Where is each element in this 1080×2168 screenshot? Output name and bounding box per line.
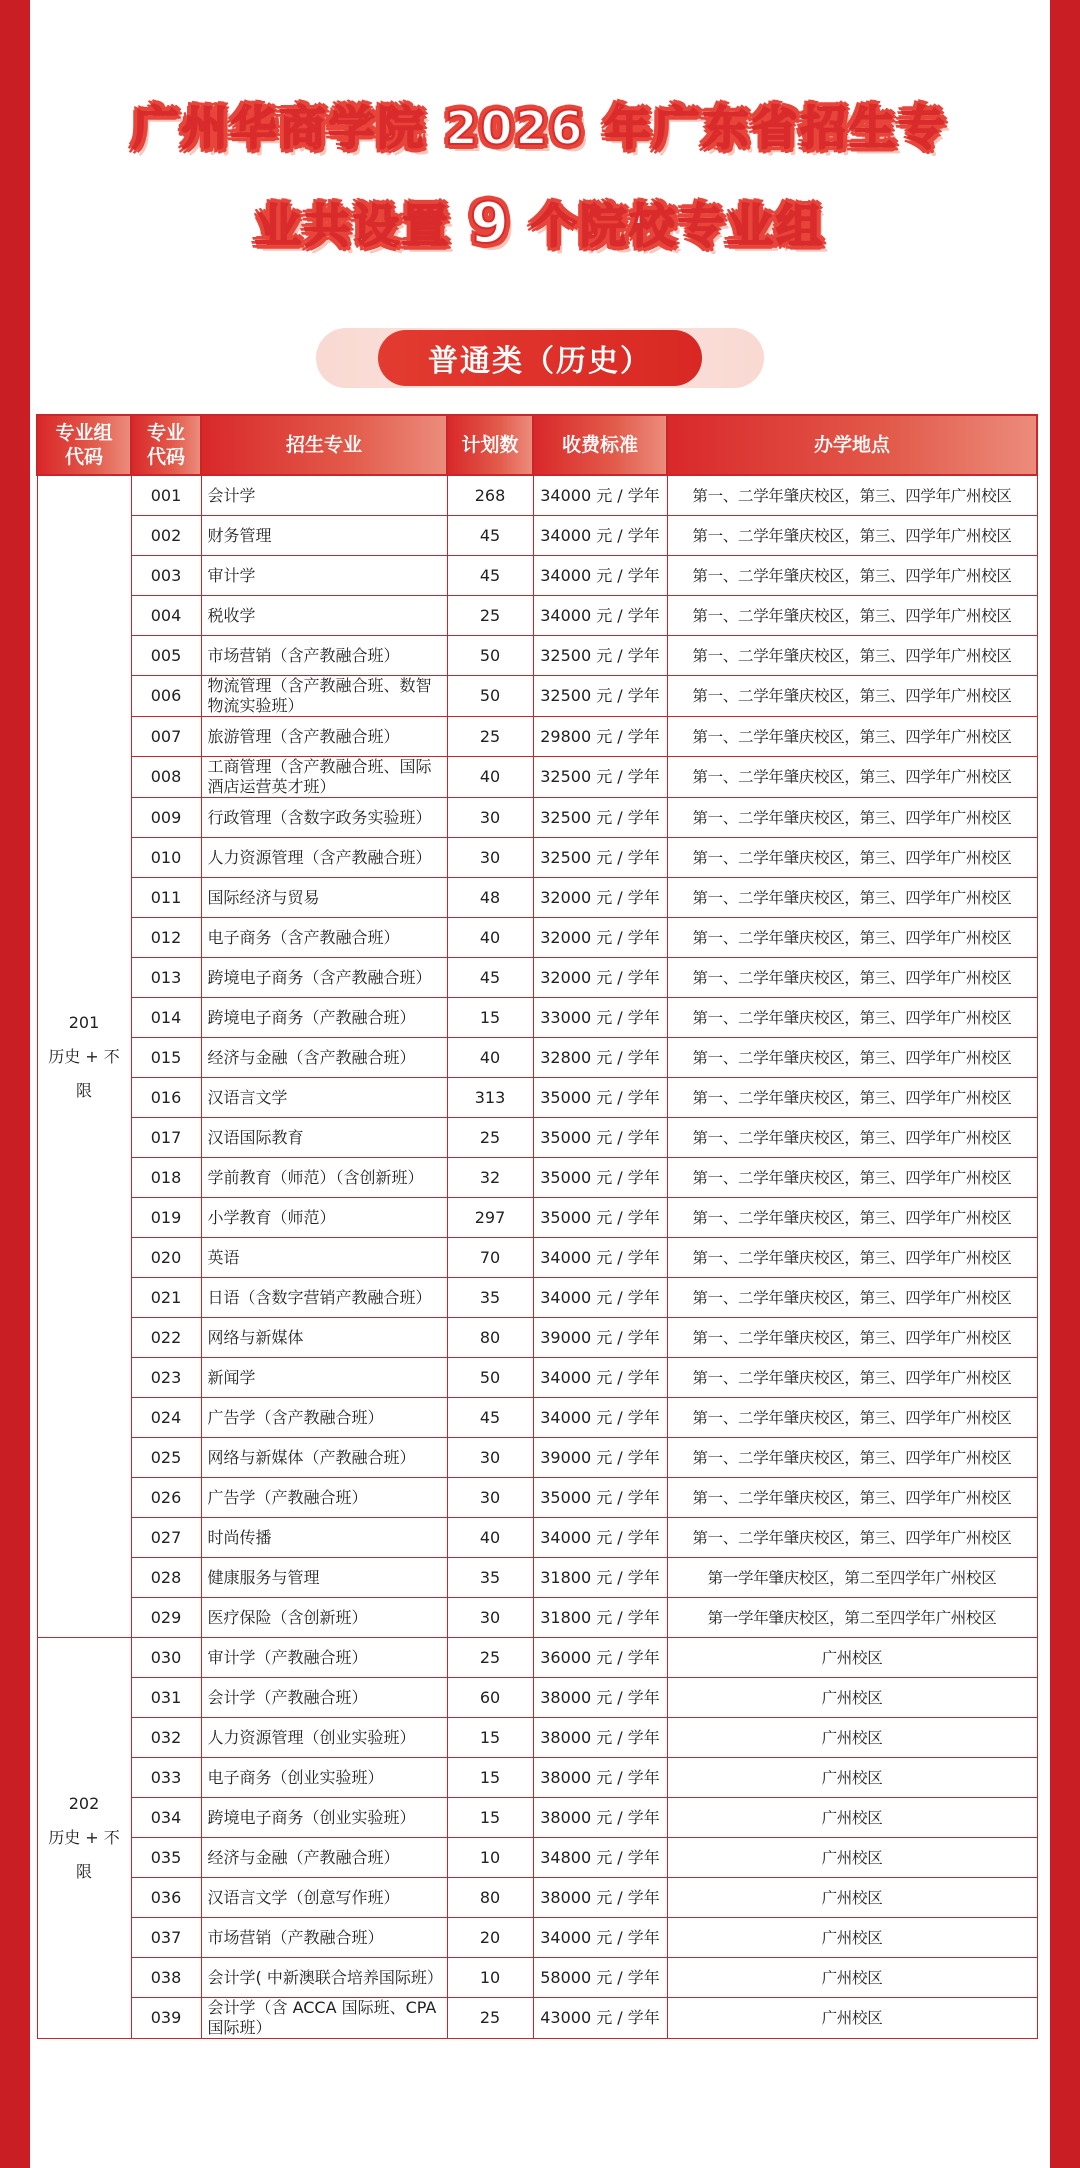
table-row [37, 596, 1037, 636]
location: 第一、二学年肇庆校区，第三、四学年广州校区 [667, 1358, 1037, 1398]
location: 第一学年肇庆校区，第二至四学年广州校区 [667, 1598, 1037, 1638]
table-row [37, 1038, 1037, 1078]
plan-count: 268 [447, 475, 533, 516]
major-name: 经济与金融（产教融合班） [201, 1838, 447, 1878]
major-name: 财务管理 [201, 516, 447, 556]
fee: 32500 元 / 学年 [533, 676, 667, 717]
fee: 31800 元 / 学年 [533, 1598, 667, 1638]
table-row [37, 878, 1037, 918]
major-name: 行政管理（含数字政务实验班） [201, 798, 447, 838]
fee: 32500 元 / 学年 [533, 798, 667, 838]
table-row [37, 918, 1037, 958]
major-code: 036 [131, 1878, 201, 1918]
plan-count: 45 [447, 556, 533, 596]
major-name: 跨境电子商务（创业实验班） [201, 1798, 447, 1838]
plan-count: 30 [447, 838, 533, 878]
major-code: 004 [131, 596, 201, 636]
location: 第一、二学年肇庆校区，第三、四学年广州校区 [667, 998, 1037, 1038]
table-row [37, 1878, 1037, 1918]
major-name: 健康服务与管理 [201, 1558, 447, 1598]
fee: 39000 元 / 学年 [533, 1438, 667, 1478]
plan-count: 70 [447, 1238, 533, 1278]
group-subject: 历史 + 不限 [48, 1828, 120, 1881]
location: 广州校区 [667, 1958, 1037, 1998]
plan-count: 45 [447, 1398, 533, 1438]
header-major-code-label: 专业代码 [146, 422, 185, 468]
table-row [37, 1558, 1037, 1598]
fee: 35000 元 / 学年 [533, 1078, 667, 1118]
major-code: 014 [131, 998, 201, 1038]
plan-count: 25 [447, 1118, 533, 1158]
table-body [37, 475, 1037, 2039]
major-name: 汉语国际教育 [201, 1118, 447, 1158]
major-code: 021 [131, 1278, 201, 1318]
major-name: 税收学 [201, 596, 447, 636]
fee: 32500 元 / 学年 [533, 636, 667, 676]
table-row [37, 1158, 1037, 1198]
major-code: 039 [131, 1998, 201, 2039]
location: 第一、二学年肇庆校区，第三、四学年广州校区 [667, 475, 1037, 516]
major-name: 会计学( 中新澳联合培养国际班） [201, 1958, 447, 1998]
header-plan: 计划数 [447, 415, 533, 475]
location: 广州校区 [667, 1718, 1037, 1758]
major-code: 015 [131, 1038, 201, 1078]
location: 第一、二学年肇庆校区，第三、四学年广州校区 [667, 958, 1037, 998]
table-row [37, 676, 1037, 717]
major-code: 026 [131, 1478, 201, 1518]
plan-count: 297 [447, 1198, 533, 1238]
plan-count: 10 [447, 1838, 533, 1878]
fee: 34000 元 / 学年 [533, 516, 667, 556]
table-row [37, 516, 1037, 556]
major-name: 医疗保险（含创新班） [201, 1598, 447, 1638]
plan-count: 35 [447, 1278, 533, 1318]
major-code: 037 [131, 1918, 201, 1958]
fee: 34800 元 / 学年 [533, 1838, 667, 1878]
plan-count: 40 [447, 1518, 533, 1558]
group-code: 202 [68, 1794, 100, 1813]
plan-count: 80 [447, 1878, 533, 1918]
fee: 38000 元 / 学年 [533, 1878, 667, 1918]
major-name: 日语（含数字营销产教融合班） [201, 1278, 447, 1318]
header-location: 办学地点 [667, 415, 1037, 475]
fee: 35000 元 / 学年 [533, 1158, 667, 1198]
fee: 34000 元 / 学年 [533, 1278, 667, 1318]
title-line-1: 广州华商学院 2026 年广东省招生专 [132, 101, 948, 155]
location: 第一、二学年肇庆校区，第三、四学年广州校区 [667, 1198, 1037, 1238]
major-code: 038 [131, 1958, 201, 1998]
major-code: 019 [131, 1198, 201, 1238]
header-major-code [131, 415, 201, 475]
table-row [37, 636, 1037, 676]
major-code: 002 [131, 516, 201, 556]
major-name: 新闻学 [201, 1358, 447, 1398]
group-cell [37, 475, 131, 1638]
location: 第一、二学年肇庆校区，第三、四学年广州校区 [667, 676, 1037, 717]
table-row [37, 1998, 1037, 2039]
major-name: 跨境电子商务（产教融合班） [201, 998, 447, 1038]
plan-count: 40 [447, 918, 533, 958]
major-code: 024 [131, 1398, 201, 1438]
major-code: 016 [131, 1078, 201, 1118]
location: 第一、二学年肇庆校区，第三、四学年广州校区 [667, 596, 1037, 636]
fee: 34000 元 / 学年 [533, 1398, 667, 1438]
fee: 35000 元 / 学年 [533, 1198, 667, 1238]
fee: 34000 元 / 学年 [533, 475, 667, 516]
major-name: 会计学（含 ACCA 国际班、CPA 国际班） [201, 1998, 447, 2039]
location: 广州校区 [667, 1758, 1037, 1798]
plan-count: 50 [447, 676, 533, 717]
location: 广州校区 [667, 1878, 1037, 1918]
major-name: 审计学 [201, 556, 447, 596]
major-name: 电子商务（含产教融合班） [201, 918, 447, 958]
table-row [37, 1838, 1037, 1878]
major-name: 会计学 [201, 475, 447, 516]
plan-count: 25 [447, 1638, 533, 1678]
major-code: 023 [131, 1358, 201, 1398]
major-code: 022 [131, 1318, 201, 1358]
location: 广州校区 [667, 1918, 1037, 1958]
fee: 34000 元 / 学年 [533, 1358, 667, 1398]
title-line-2-start: 业共设置 [255, 199, 471, 253]
header-fee: 收费标准 [533, 415, 667, 475]
plan-count: 10 [447, 1958, 533, 1998]
location: 第一、二学年肇庆校区，第三、四学年广州校区 [667, 1078, 1037, 1118]
fee: 32000 元 / 学年 [533, 918, 667, 958]
fee: 34000 元 / 学年 [533, 1518, 667, 1558]
page-title [30, 100, 1050, 292]
fee: 58000 元 / 学年 [533, 1958, 667, 1998]
table-row [37, 1398, 1037, 1438]
major-name: 市场营销（含产教融合班） [201, 636, 447, 676]
fee: 32500 元 / 学年 [533, 838, 667, 878]
major-name: 汉语言文学 [201, 1078, 447, 1118]
fee: 32000 元 / 学年 [533, 958, 667, 998]
fee: 38000 元 / 学年 [533, 1798, 667, 1838]
header-group-code-label: 专业组代码 [55, 422, 113, 468]
header-major-name: 招生专业 [201, 415, 447, 475]
fee: 38000 元 / 学年 [533, 1718, 667, 1758]
major-name: 小学教育（师范） [201, 1198, 447, 1238]
group-cell [37, 1638, 131, 2039]
major-name: 经济与金融（含产教融合班） [201, 1038, 447, 1078]
table-row [37, 1278, 1037, 1318]
table-row [37, 1758, 1037, 1798]
major-code: 030 [131, 1638, 201, 1678]
plan-count: 313 [447, 1078, 533, 1118]
group-code: 201 [68, 1012, 100, 1032]
plan-count: 50 [447, 1358, 533, 1398]
location: 第一、二学年肇庆校区，第三、四学年广州校区 [667, 556, 1037, 596]
major-name: 会计学（产教融合班） [201, 1678, 447, 1718]
table-row [37, 1318, 1037, 1358]
fee: 32000 元 / 学年 [533, 878, 667, 918]
major-code: 020 [131, 1238, 201, 1278]
fee: 39000 元 / 学年 [533, 1318, 667, 1358]
plan-count: 30 [447, 1478, 533, 1518]
major-code: 008 [131, 757, 201, 798]
major-code: 034 [131, 1798, 201, 1838]
location: 第一、二学年肇庆校区，第三、四学年广州校区 [667, 717, 1037, 757]
plan-count: 35 [447, 1558, 533, 1598]
location: 广州校区 [667, 1998, 1037, 2039]
major-name: 人力资源管理（创业实验班） [201, 1718, 447, 1758]
table-row [37, 1918, 1037, 1958]
major-code: 025 [131, 1438, 201, 1478]
major-name: 跨境电子商务（含产教融合班） [201, 958, 447, 998]
major-code: 033 [131, 1758, 201, 1798]
plan-count: 40 [447, 757, 533, 798]
table-row [37, 958, 1037, 998]
major-code: 003 [131, 556, 201, 596]
location: 广州校区 [667, 1638, 1037, 1678]
major-name: 市场营销（产教融合班） [201, 1918, 447, 1958]
location: 第一、二学年肇庆校区，第三、四学年广州校区 [667, 878, 1037, 918]
fee: 35000 元 / 学年 [533, 1478, 667, 1518]
plan-count: 20 [447, 1918, 533, 1958]
title-line-2-end: 个院校专业组 [511, 199, 825, 253]
major-name: 审计学（产教融合班） [201, 1638, 447, 1678]
location: 第一、二学年肇庆校区，第三、四学年广州校区 [667, 838, 1037, 878]
location: 第一、二学年肇庆校区，第三、四学年广州校区 [667, 636, 1037, 676]
location: 第一、二学年肇庆校区，第三、四学年广州校区 [667, 918, 1037, 958]
major-code: 011 [131, 878, 201, 918]
location: 第一、二学年肇庆校区，第三、四学年广州校区 [667, 1158, 1037, 1198]
left-border [0, 0, 30, 2168]
plan-count: 30 [447, 1438, 533, 1478]
major-name: 学前教育（师范）（含创新班） [201, 1158, 447, 1198]
right-border [1050, 0, 1080, 2168]
major-code: 017 [131, 1118, 201, 1158]
major-code: 027 [131, 1518, 201, 1558]
table-row [37, 1598, 1037, 1638]
major-name: 物流管理（含产教融合班、数智物流实验班） [201, 676, 447, 717]
location: 第一、二学年肇庆校区，第三、四学年广州校区 [667, 1478, 1037, 1518]
plan-count: 15 [447, 1758, 533, 1798]
table-row [37, 1438, 1037, 1478]
table-row [37, 1198, 1037, 1238]
fee: 35000 元 / 学年 [533, 1118, 667, 1158]
plan-count: 25 [447, 596, 533, 636]
location: 第一、二学年肇庆校区，第三、四学年广州校区 [667, 757, 1037, 798]
table-row [37, 998, 1037, 1038]
location: 第一、二学年肇庆校区，第三、四学年广州校区 [667, 1318, 1037, 1358]
table-row [37, 475, 1037, 516]
location: 广州校区 [667, 1678, 1037, 1718]
plan-count: 45 [447, 958, 533, 998]
major-name: 时尚传播 [201, 1518, 447, 1558]
fee: 34000 元 / 学年 [533, 1238, 667, 1278]
plan-count: 32 [447, 1158, 533, 1198]
major-code: 031 [131, 1678, 201, 1718]
major-code: 001 [131, 475, 201, 516]
major-name: 网络与新媒体（产教融合班） [201, 1438, 447, 1478]
table-row [37, 717, 1037, 757]
major-code: 012 [131, 918, 201, 958]
location: 第一、二学年肇庆校区，第三、四学年广州校区 [667, 1038, 1037, 1078]
title-number: 9 [470, 191, 512, 256]
table-row [37, 1798, 1037, 1838]
table-row [37, 1078, 1037, 1118]
major-name: 人力资源管理（含产教融合班） [201, 838, 447, 878]
location: 第一、二学年肇庆校区，第三、四学年广州校区 [667, 1278, 1037, 1318]
plan-count: 48 [447, 878, 533, 918]
location: 第一、二学年肇庆校区，第三、四学年广州校区 [667, 1398, 1037, 1438]
major-code: 007 [131, 717, 201, 757]
table-row [37, 556, 1037, 596]
major-code: 006 [131, 676, 201, 717]
fee: 32500 元 / 学年 [533, 757, 667, 798]
location: 第一、二学年肇庆校区，第三、四学年广州校区 [667, 516, 1037, 556]
table-row [37, 1238, 1037, 1278]
fee: 34000 元 / 学年 [533, 1918, 667, 1958]
major-name: 广告学（产教融合班） [201, 1478, 447, 1518]
fee: 34000 元 / 学年 [533, 596, 667, 636]
table-row [37, 1518, 1037, 1558]
location: 第一、二学年肇庆校区，第三、四学年广州校区 [667, 1438, 1037, 1478]
major-code: 035 [131, 1838, 201, 1878]
major-code: 013 [131, 958, 201, 998]
group-subject: 历史 + 不限 [48, 1046, 120, 1100]
location: 广州校区 [667, 1798, 1037, 1838]
plan-count: 30 [447, 798, 533, 838]
header-group-code [37, 415, 131, 475]
plan-count: 15 [447, 1718, 533, 1758]
location: 第一、二学年肇庆校区，第三、四学年广州校区 [667, 798, 1037, 838]
fee: 31800 元 / 学年 [533, 1558, 667, 1598]
location: 第一学年肇庆校区，第二至四学年广州校区 [667, 1558, 1037, 1598]
fee: 38000 元 / 学年 [533, 1758, 667, 1798]
location: 第一、二学年肇庆校区，第三、四学年广州校区 [667, 1238, 1037, 1278]
fee: 29800 元 / 学年 [533, 717, 667, 757]
table-row [37, 1358, 1037, 1398]
plan-count: 25 [447, 717, 533, 757]
major-code: 010 [131, 838, 201, 878]
plan-count: 15 [447, 1798, 533, 1838]
table-row [37, 1678, 1037, 1718]
major-code: 018 [131, 1158, 201, 1198]
fee: 33000 元 / 学年 [533, 998, 667, 1038]
plan-count: 60 [447, 1678, 533, 1718]
majors-table [36, 414, 1038, 2039]
location: 第一、二学年肇庆校区，第三、四学年广州校区 [667, 1518, 1037, 1558]
major-code: 005 [131, 636, 201, 676]
location: 广州校区 [667, 1838, 1037, 1878]
plan-count: 80 [447, 1318, 533, 1358]
plan-count: 50 [447, 636, 533, 676]
fee: 34000 元 / 学年 [533, 556, 667, 596]
major-name: 工商管理（含产教融合班、国际酒店运营英才班） [201, 757, 447, 798]
table-row [37, 838, 1037, 878]
fee: 43000 元 / 学年 [533, 1998, 667, 2039]
major-code: 032 [131, 1718, 201, 1758]
table-row [37, 1638, 1037, 1678]
plan-count: 30 [447, 1598, 533, 1638]
major-name: 国际经济与贸易 [201, 878, 447, 918]
title-line-2 [30, 191, 1050, 256]
plan-count: 40 [447, 1038, 533, 1078]
plan-count: 25 [447, 1998, 533, 2039]
category-pill: 普通类（历史） [378, 330, 702, 386]
table-row [37, 798, 1037, 838]
major-code: 028 [131, 1558, 201, 1598]
fee: 36000 元 / 学年 [533, 1638, 667, 1678]
table-header-row [37, 415, 1037, 475]
major-name: 网络与新媒体 [201, 1318, 447, 1358]
major-name: 英语 [201, 1238, 447, 1278]
major-name: 汉语言文学（创意写作班） [201, 1878, 447, 1918]
fee: 32800 元 / 学年 [533, 1038, 667, 1078]
plan-count: 45 [447, 516, 533, 556]
table-row [37, 1478, 1037, 1518]
major-name: 广告学（含产教融合班） [201, 1398, 447, 1438]
table-row [37, 1718, 1037, 1758]
table-row [37, 1958, 1037, 1998]
table-row [37, 757, 1037, 798]
location: 第一、二学年肇庆校区，第三、四学年广州校区 [667, 1118, 1037, 1158]
plan-count: 15 [447, 998, 533, 1038]
major-name: 旅游管理（含产教融合班） [201, 717, 447, 757]
major-name: 电子商务（创业实验班） [201, 1758, 447, 1798]
fee: 38000 元 / 学年 [533, 1678, 667, 1718]
major-code: 029 [131, 1598, 201, 1638]
table-row [37, 1118, 1037, 1158]
major-code: 009 [131, 798, 201, 838]
